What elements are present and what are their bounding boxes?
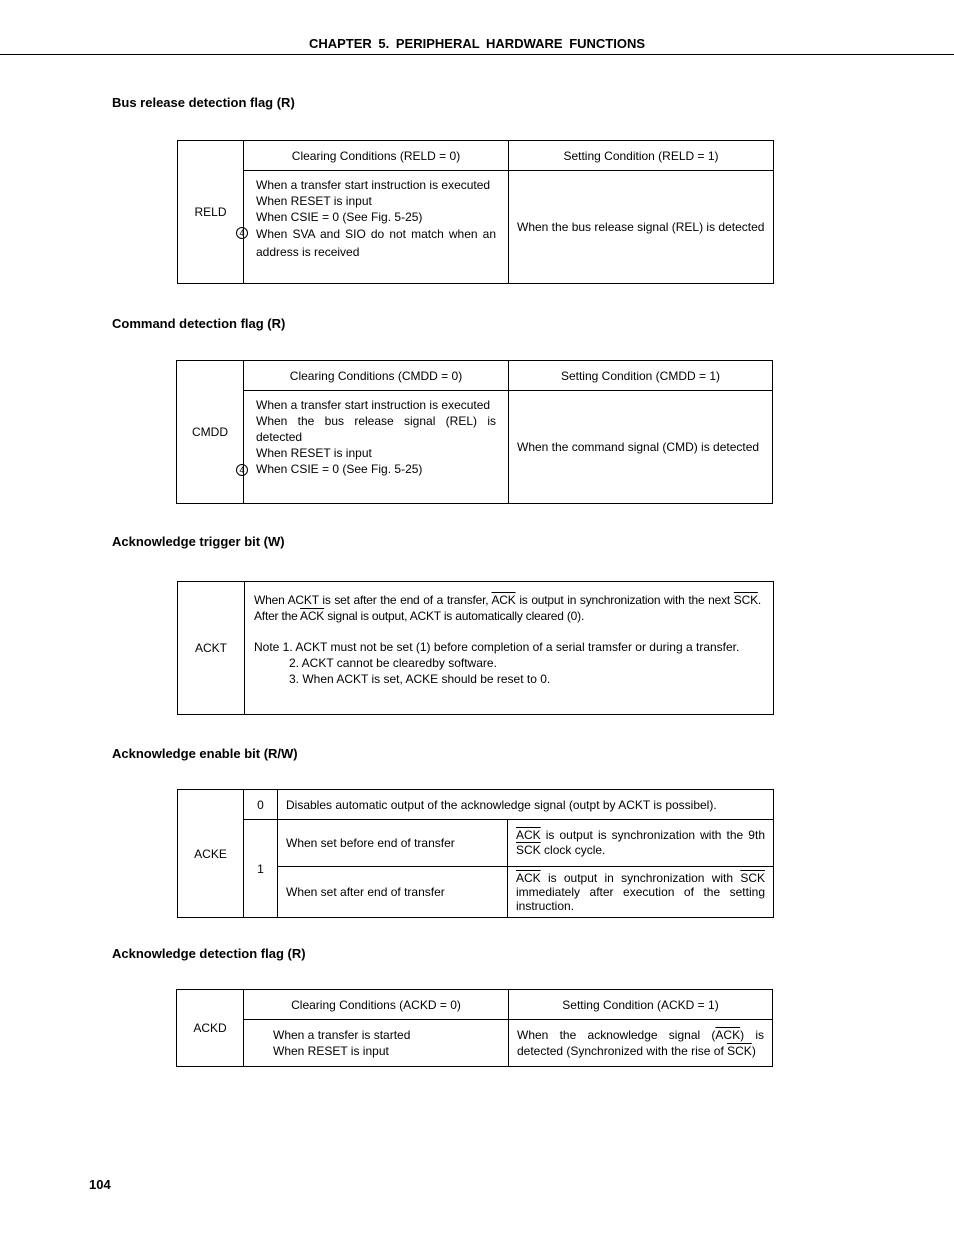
ackd-clear-list — [244, 1020, 509, 1067]
reld-clear-list — [239, 171, 509, 284]
cmdd-clear-head: Clearing Conditions (CMDD = 0) — [244, 361, 509, 391]
ackt-table — [177, 581, 774, 715]
page-number: 104 — [89, 1177, 111, 1192]
ack-signal: $\overline{ACK}$ — [516, 871, 541, 885]
reld-clear-item: When a transfer start instruction is executed — [256, 178, 491, 192]
circled-4-icon: 4 — [236, 462, 248, 478]
ackd-set-head: Setting Condition (ACKD = 1) — [509, 990, 773, 1020]
ackd-set-text: When the acknowledge signal $(\overline{ACK})$ is detected (Synchronized with the rise of $\overline{SCK}$) — [509, 1020, 773, 1067]
reld-clear-item: When RESET is input — [256, 194, 372, 208]
header-rule — [0, 54, 954, 55]
acke-result-after: $\overline{ACK}$ is output in synchronization with $\overline{SCK}$ immediately after execution of the setting instruction. — [508, 867, 774, 918]
cmdd-clear-list — [239, 391, 509, 504]
ackd-clear-head: Clearing Conditions (ACKD = 0) — [244, 990, 509, 1020]
reld-table — [177, 140, 774, 284]
sck-signal: $\overline{SCK}$ — [516, 843, 541, 857]
acke-cond-after: When set after end of transfer — [278, 867, 508, 918]
reld-clear-item: When SVA and SIO do not match when an address is received — [256, 227, 496, 259]
cmdd-name: CMDD — [177, 361, 244, 504]
section-title-ackd: Acknowledge detection flag (R) — [112, 946, 306, 961]
reld-clear-item: When CSIE = 0 (See Fig. 5-25) — [256, 210, 423, 224]
ackd-name: ACKD — [177, 990, 244, 1067]
reld-set-head: Setting Condition (RELD = 1) — [509, 141, 774, 171]
ackt-note-3: 3. When ACKT is set, ACKE should be reset to 0. — [289, 672, 551, 686]
section-title-cmdd: Command detection flag (R) — [112, 316, 286, 331]
cmdd-table — [176, 360, 773, 504]
ack-signal: $\overline{ACK}$ — [300, 609, 325, 623]
cmdd-clear-item: When a transfer start instruction is executed — [256, 398, 491, 412]
ackd-clear-item: When a transfer is started — [273, 1028, 411, 1042]
section-title-acke: Acknowledge enable bit (R/W) — [112, 746, 298, 761]
ack-signal: $\overline{ACK}$ — [516, 828, 541, 842]
acke-value-0-desc: Disables automatic output of the acknowledge signal (outpt by ACKT is possibel). — [278, 790, 774, 820]
ackt-paragraph: When ACKT is set after the end of a transfer, $\overline{ACK}$ is output in synchronization with the next $\overline{SCK}$. After the $\overline{ACK}$ signal is output, ACKT is automatically cleared (0). — [254, 593, 762, 623]
acke-name: ACKE — [178, 790, 244, 918]
section-title-reld: Bus release detection flag (R) — [112, 95, 295, 110]
section-title-ackt: Acknowledge trigger bit (W) — [112, 534, 285, 549]
ackt-name: ACKT — [178, 582, 245, 715]
reld-clear-head: Clearing Conditions (RELD = 0) — [244, 141, 509, 171]
sck-signal: $\overline{SCK}$ — [727, 1044, 752, 1058]
ackt-note-1: Note 1. ACKT must not be set (1) before completion of a serial tramsfer or during a transfer. — [254, 640, 740, 654]
cmdd-clear-item: When the bus release signal (REL) is detected — [256, 414, 496, 444]
cmdd-set-text: When the command signal (CMD) is detected — [509, 391, 773, 504]
sck-signal: $\overline{SCK}$ — [733, 593, 758, 607]
acke-value-1: 1 — [244, 820, 278, 918]
ackt-note-2: 2. ACKT cannot be clearedby software. — [289, 656, 497, 670]
cmdd-clear-item: When RESET is input — [256, 446, 372, 460]
acke-result-before: $\overline{ACK}$ is output is synchronization with the 9th $\overline{SCK}$ clock cycle. — [508, 820, 774, 867]
ackd-table — [176, 989, 773, 1067]
acke-table — [177, 789, 774, 918]
ack-signal: $\overline{ACK}$ — [715, 1028, 741, 1042]
acke-cond-before: When set before end of transfer — [278, 820, 508, 867]
sck-signal: $\overline{SCK}$ — [740, 871, 765, 885]
reld-set-text: When the bus release signal (REL) is detected — [509, 171, 774, 284]
ackt-description — [245, 582, 774, 715]
acke-value-0: 0 — [244, 790, 278, 820]
chapter-header: CHAPTER 5. PERIPHERAL HARDWARE FUNCTIONS — [308, 36, 646, 51]
cmdd-clear-item: When CSIE = 0 (See Fig. 5-25) — [256, 462, 423, 476]
cmdd-set-head: Setting Condition (CMDD = 1) — [509, 361, 773, 391]
ack-signal: $\overline{ACK}$ — [491, 593, 516, 607]
ackd-clear-item: When RESET is input — [273, 1044, 389, 1058]
reld-name: RELD — [178, 141, 244, 284]
circled-4-icon: 4 — [236, 225, 248, 241]
